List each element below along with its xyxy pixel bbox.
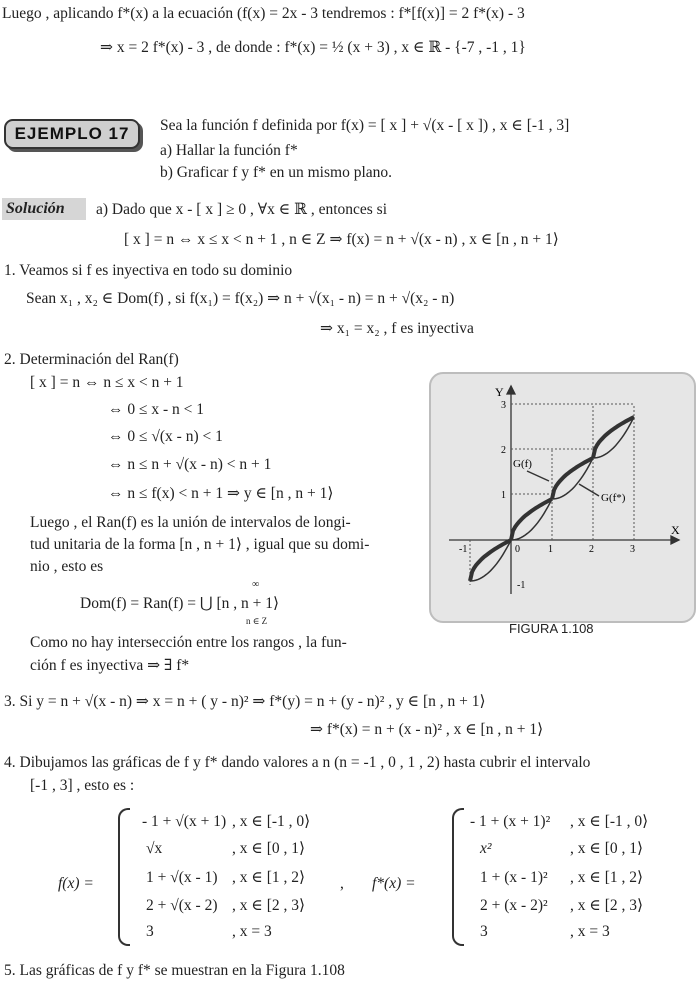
x-axis-label: X [671, 523, 680, 537]
y-tick-label: 3 [501, 400, 506, 411]
piecewise-f-domain: , x = 3 [232, 923, 272, 940]
piecewise-finv-domain: , x ∈ [2 , 3⟩ [570, 897, 644, 914]
text-line: a) Dado que x - [ x ] ≥ 0 , ∀x ∈ ℝ , entonces si [96, 201, 388, 218]
text-line: ⇒ f*(x) = n + (x - n)² , x ∈ [n , n + 1⟩ [310, 721, 544, 738]
step-1: 1. Veamos si f es inyectiva en todo su dominio [4, 262, 293, 279]
problem-statement: Sea la función f definida por f(x) = [ x ] + √(x - [ x ]) , x ∈ [-1 , 3] [160, 117, 570, 134]
piecewise-f-expr: 3 [146, 923, 154, 940]
piecewise-f-expr: - 1 + √(x + 1) [142, 813, 227, 830]
pointer-arrow [579, 484, 599, 496]
piecewise-finv-expr: x² [480, 840, 492, 857]
text-line: ⇔ n ≤ n + √(x - n) < n + 1 [108, 456, 272, 473]
text-line: ⇒ x = 2 f*(x) - 3 , de donde : f*(x) = ½ (x + 3) , x ∈ ℝ - {-7 , -1 , 1} [100, 39, 526, 56]
piecewise-finv-expr: 3 [480, 923, 488, 940]
piecewise-finv-domain: , x ∈ [0 , 1⟩ [570, 840, 644, 857]
x-tick-label: 0 [515, 544, 520, 555]
graph-f-label: G(f) [513, 458, 532, 470]
piecewise-finv-expr: - 1 + (x + 1)² [470, 813, 551, 830]
figure-panel [429, 372, 696, 623]
step-2: 2. Determinación del Ran(f) [4, 351, 179, 368]
y-tick-label: 1 [501, 490, 506, 501]
piecewise-finv-domain: , x ∈ [1 , 2⟩ [570, 869, 644, 886]
piecewise-finv-expr: 1 + (x - 1)² [480, 869, 548, 886]
piecewise-f-expr: 1 + √(x - 1) [146, 869, 218, 886]
step-5: 5. Las gráficas de f y f* se muestran en la Figura 1.108 [4, 962, 345, 979]
y-axis-label: Y [495, 385, 504, 399]
solution-label: Solución [2, 198, 86, 220]
piecewise-f-domain: , x ∈ [1 , 2⟩ [232, 869, 306, 886]
text-line: Sean x₁ , x₂ ∈ Dom(f) , si f(x₁) = f(x₂) ⇒ n + √(x₁ - n) = n + √(x₂ - n) [26, 290, 455, 307]
step-3: 3. Si y = n + √(x - n) ⇒ x = n + ( y - n)² ⇒ f*(y) = n + (y - n)² , y ∈ [n , n + 1⟩ [4, 693, 486, 710]
piecewise-f-brace [118, 808, 130, 946]
text-line: [ x ] = n ⇔ x ≤ x < n + 1 , n ∈ Z ⇒ f(x) = n + √(x - n) , x ∈ [n , n + 1⟩ [124, 231, 559, 248]
example-badge: EJEMPLO 17 [4, 119, 140, 149]
figure-caption: FIGURA 1.108 [509, 621, 594, 636]
y-tick-label: -1 [517, 580, 526, 591]
problem-part-a: a) Hallar la función f* [160, 142, 298, 159]
text-line: ⇔ 0 ≤ x - n < 1 [108, 401, 205, 418]
text-line: ción f es inyectiva ⇒ ∃ f* [30, 657, 190, 674]
x-tick-label: 3 [630, 544, 635, 555]
union-superscript: ∞ [252, 579, 260, 590]
graph-finv-label: G(f*) [601, 492, 626, 504]
text-line: ⇔ 0 ≤ √(x - n) < 1 [108, 428, 223, 445]
y-axis-arrow [507, 386, 515, 394]
piecewise-f-label: f(x) = [58, 875, 94, 892]
piecewise-f-expr: √x [146, 840, 163, 857]
piecewise-f-domain: , x ∈ [2 , 3⟩ [232, 897, 306, 914]
x-axis-arrow [671, 536, 679, 544]
text-line: Dom(f) = Ran(f) = ⋃ [n , n + 1⟩ [80, 595, 280, 612]
piecewise-finv-domain: , x = 3 [570, 923, 610, 940]
separator-comma: , [340, 875, 344, 892]
piecewise-f-domain: , x ∈ [-1 , 0⟩ [232, 813, 311, 830]
pointer-arrow [527, 471, 549, 481]
text-line: [-1 , 3] , esto es : [30, 777, 135, 794]
y-tick-label: 2 [501, 445, 506, 456]
piecewise-finv-brace [452, 808, 464, 946]
piecewise-finv-label: f*(x) = [372, 875, 416, 892]
piecewise-f-expr: 2 + √(x - 2) [146, 897, 218, 914]
text-line: ⇔ n ≤ f(x) < n + 1 ⇒ y ∈ [n , n + 1⟩ [108, 485, 334, 502]
step-4: 4. Dibujamos las gráficas de f y f* dando valores a n (n = -1 , 0 , 1 , 2) hasta cubrir el intervalo [4, 754, 591, 771]
problem-part-b: b) Graficar f y f* en un mismo plano. [160, 164, 393, 181]
piecewise-finv-expr: 2 + (x - 2)² [480, 897, 548, 914]
x-tick-label: 1 [548, 544, 553, 555]
text-line: ⇒ x₁ = x₂ , f es inyectiva [320, 320, 474, 337]
piecewise-f-domain: , x ∈ [0 , 1⟩ [232, 840, 306, 857]
text-line: [ x ] = n ⇔ n ≤ x < n + 1 [30, 374, 184, 391]
figure-graph [431, 374, 694, 621]
union-subscript: n ∈ Z [246, 616, 268, 626]
text-line: Luego , aplicando f*(x) a la ecuación (f(x) = 2x - 3 tendremos : f*[f(x)] = 2 f*(x) - 3 [2, 5, 525, 22]
text-line: Luego , el Ran(f) es la unión de intervalos de longi- [30, 514, 351, 531]
piecewise-finv-domain: , x ∈ [-1 , 0⟩ [570, 813, 649, 830]
x-tick-label: 2 [589, 544, 594, 555]
x-tick-label: -1 [459, 544, 468, 555]
text-line: tud unitaria de la forma [n , n + 1⟩ , igual que su domi- [30, 536, 370, 553]
text-line: nio , esto es [30, 558, 104, 575]
text-line: Como no hay intersección entre los rangos , la fun- [30, 634, 347, 651]
